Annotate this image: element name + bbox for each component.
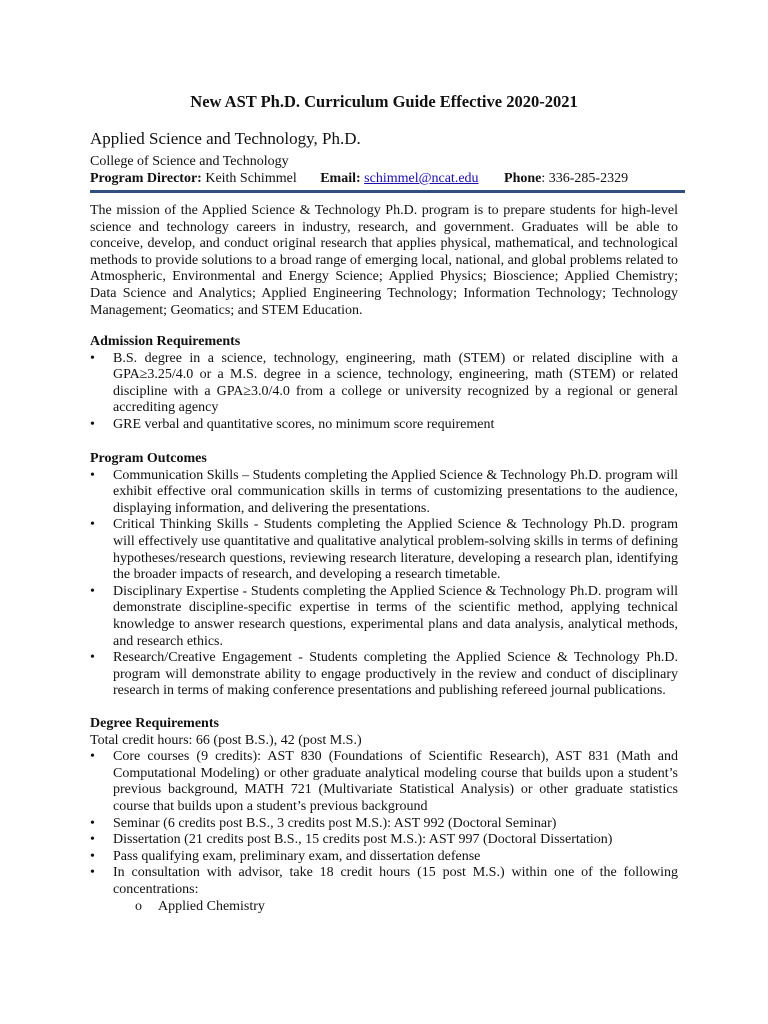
email-link[interactable]: schimmel@ncat.edu [364,171,479,186]
admission-section [90,334,678,434]
list-item: • Critical Thinking Skills - Students completing the Applied Science & Technology Ph.D. program will effectively use quantitative and qualitative analytical problem-solving skills in terms of defining hypotheses/research questions, reviewing research literature, developing a research plan, identifying the broader impacts of research, and developing a research timetable. [90,517,678,583]
list-item: • Disciplinary Expertise - Students completing the Applied Science & Technology Ph.D. program will demonstrate discipline-specific expertise in terms of the scientific method, applying technical knowledge to answer research questions, experimental plans and data analysis, analytical methods, and research ethics. [90,584,678,650]
degree-heading: Degree Requirements [90,716,219,731]
email-label: Email: [320,171,361,186]
college-name: College of Science and Technology [90,154,289,169]
director-name: Keith Schimmel [205,171,297,186]
degree-section [90,716,678,915]
list-item: • Pass qualifying exam, preliminary exam, and dissertation defense [90,849,678,866]
header-divider [90,190,685,193]
list-item: • In consultation with advisor, take 18 credit hours (15 post M.S.) within one of the following concentrations: [90,865,678,898]
list-item: • Dissertation (21 credits post B.S., 15 credits post M.S.): AST 997 (Doctoral Dissertation) [90,832,678,849]
degree-list [90,749,678,898]
total-credit-hours: Total credit hours: 66 (post B.S.), 42 (post M.S.) [90,732,362,748]
program-name: Applied Science and Technology, Ph.D. [90,129,361,148]
outcomes-section [90,451,678,700]
outcomes-heading: Program Outcomes [90,451,207,466]
director-contact-line [90,171,628,188]
list-item: • GRE verbal and quantitative scores, no minimum score requirement [90,417,678,434]
phone-label: Phone [504,171,542,186]
list-item: • Research/Creative Engagement - Students completing the Applied Science & Technology Ph.D. program will demonstrate ability to engage productively in the review and conduct of disciplinary research in terms of making conference presentations and publishing refereed journal publications. [90,650,678,700]
concentration-item: o Applied Chemistry [90,899,678,916]
phone-number: : 336-285-2329 [541,171,629,186]
list-item: • B.S. degree in a science, technology, engineering, math (STEM) or related discipline with a GPA≥3.25/4.0 or a M.S. degree in a science, technology, engineering, math (STEM) or related discipline with a GPA≥3.0/4.0 from a college or university recognized by a regional or general accrediting agency [90,351,678,417]
list-item: • Communication Skills – Students completing the Applied Science & Technology Ph.D. program will exhibit effective oral communication skills in terms of customizing presentations to the audience, displaying information, and delivering the presentations. [90,468,678,518]
outcomes-list [90,468,678,700]
document-title: New AST Ph.D. Curriculum Guide Effective 2020-2021 [190,92,578,111]
admission-heading: Admission Requirements [90,334,241,349]
mission-paragraph: The mission of the Applied Science & Technology Ph.D. program is to prepare students for high-level science and technology careers in industry, research, and government. Graduates will be able to conceive, develop, and conduct original research that applies physical, mathematical, and technological methods to provide solutions to a broad range of emerging local, national, and global problems related to Atmospheric, Environmental and Energy Science; Applied Physics; Bioscience; Applied Chemistry; Data Science and Analytics; Applied Engineering Technology; Information Technology; Technology Management; Geomatics; and STEM Education. [90,203,678,318]
list-item: • Core courses (9 credits): AST 830 (Foundations of Scientific Research), AST 831 (Math and Computational Modeling) or other graduate analytical modeling course that builds upon a student’s previous background, MATH 721 (Multivariate Statistical Analysis) or other graduate statistics course that builds upon a student’s previous background [90,749,678,815]
admission-list [90,351,678,434]
director-label: Program Director: [90,171,202,186]
list-item: • Seminar (6 credits post B.S., 3 credits post M.S.): AST 992 (Doctoral Seminar) [90,816,678,833]
